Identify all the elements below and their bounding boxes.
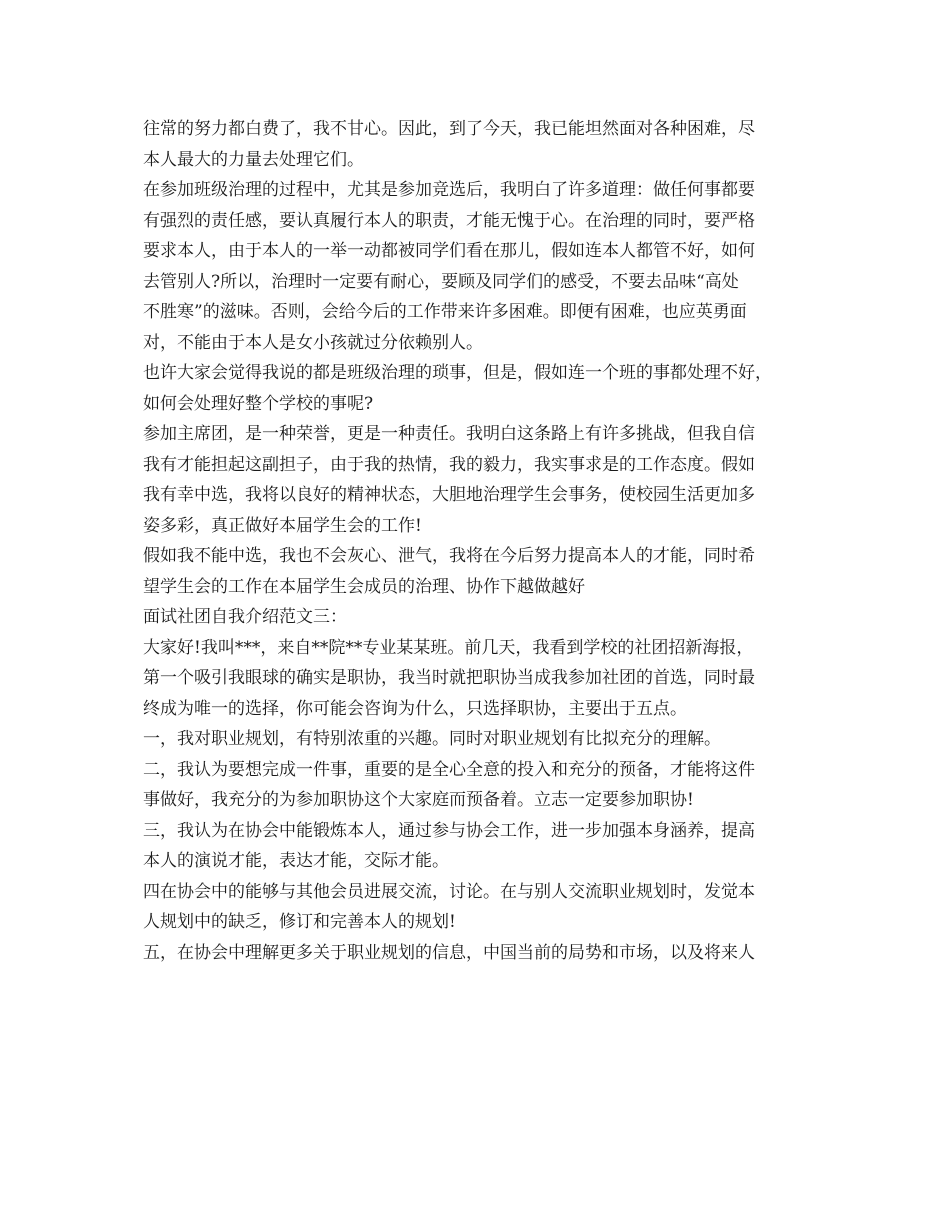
text-line: 五，在协会中理解更多关于职业规划的信息，中国当前的局势和市场，以及将来人	[143, 942, 755, 963]
text-line: 本人最大的力量去处理它们。	[143, 149, 364, 170]
text-line: 四在协会中的能够与其他会员进展交流，讨论。在与别人交流职业规划时，发觉本	[143, 881, 755, 902]
text-line: 事做好，我充分的为参加职协这个大家庭而预备着。立志一定要参加职协!	[143, 790, 694, 810]
text-line: 要求本人，由于本人的一举一动都被同学们看在那儿，假如连本人都管不好，如何	[143, 241, 755, 261]
text-line: 我有幸中选，我将以良好的精神状态，大胆地治理学生会事务，使校园生活更加多	[143, 485, 755, 505]
text-line: 望学生会的工作在本届学生会成员的治理、协作下越做越好	[143, 576, 585, 597]
text-line: 对，不能由于本人是女小孩就过分依赖别人。	[143, 332, 483, 353]
text-line: 有强烈的责任感，要认真履行本人的职责，才能无愧于心。在治理的同时，要严格	[143, 210, 755, 231]
text-line: 我有才能担起这副担子，由于我的热情，我的毅力，我实事求是的工作态度。假如	[143, 454, 755, 475]
text-line: 第一个吸引我眼球的确实是职协，我当时就把职协当成我参加社团的首选，同时最	[143, 668, 755, 688]
text-line: 去管别人?所以，治理时一定要有耐心，要顾及同学们的感受，不要去品味“高处	[143, 271, 739, 292]
text-line: 也许大家会觉得我说的都是班级治理的琐事，但是，假如连一个班的事都处理不好，	[143, 363, 772, 383]
text-line: 假如我不能中选，我也不会灰心、泄气，我将在今后努力提高本人的才能，同时希	[143, 546, 755, 566]
text-line: 三，我认为在协会中能锻炼本人，通过参与协会工作，进一步加强本身涵养，提高	[143, 820, 755, 841]
text-line: 一，我对职业规划，有特别浓重的兴趣。同时对职业规划有比拟充分的理解。	[143, 729, 721, 749]
document-body	[143, 114, 823, 968]
text-line: 往常的努力都白费了，我不甘心。因此，到了今天，我已能坦然面对各种困难，尽	[143, 119, 755, 139]
text-line: 大家好!我叫***，来自**院**专业某某班。前几天，我看到学校的社团招新海报，	[143, 637, 754, 658]
section-heading: 面试社团自我介绍范文三：	[143, 607, 347, 627]
text-line: 参加主席团，是一种荣誉，更是一种责任。我明白这条路上有许多挑战，但我自信	[143, 424, 755, 444]
text-line: 不胜寒”的滋味。否则，会给今后的工作带来许多困难。即便有困难，也应英勇面	[143, 302, 747, 322]
text-line: 终成为唯一的选择，你可能会咨询为什么，只选择职协，主要出于五点。	[143, 698, 687, 719]
text-line: 在参加班级治理的过程中，尤其是参加竞选后，我明白了许多道理：做任何事都要	[143, 180, 755, 200]
text-line: 如何会处理好整个学校的事呢?	[143, 393, 374, 414]
text-line: 二，我认为要想完成一件事，重要的是全心全意的投入和充分的预备，才能将这件	[143, 759, 755, 780]
text-line: 本人的演说才能，表达才能，交际才能。	[143, 851, 449, 871]
text-line: 人规划中的缺乏，修订和完善本人的规划!	[143, 912, 456, 932]
text-line: 姿多彩，真正做好本届学生会的工作!	[143, 515, 422, 536]
